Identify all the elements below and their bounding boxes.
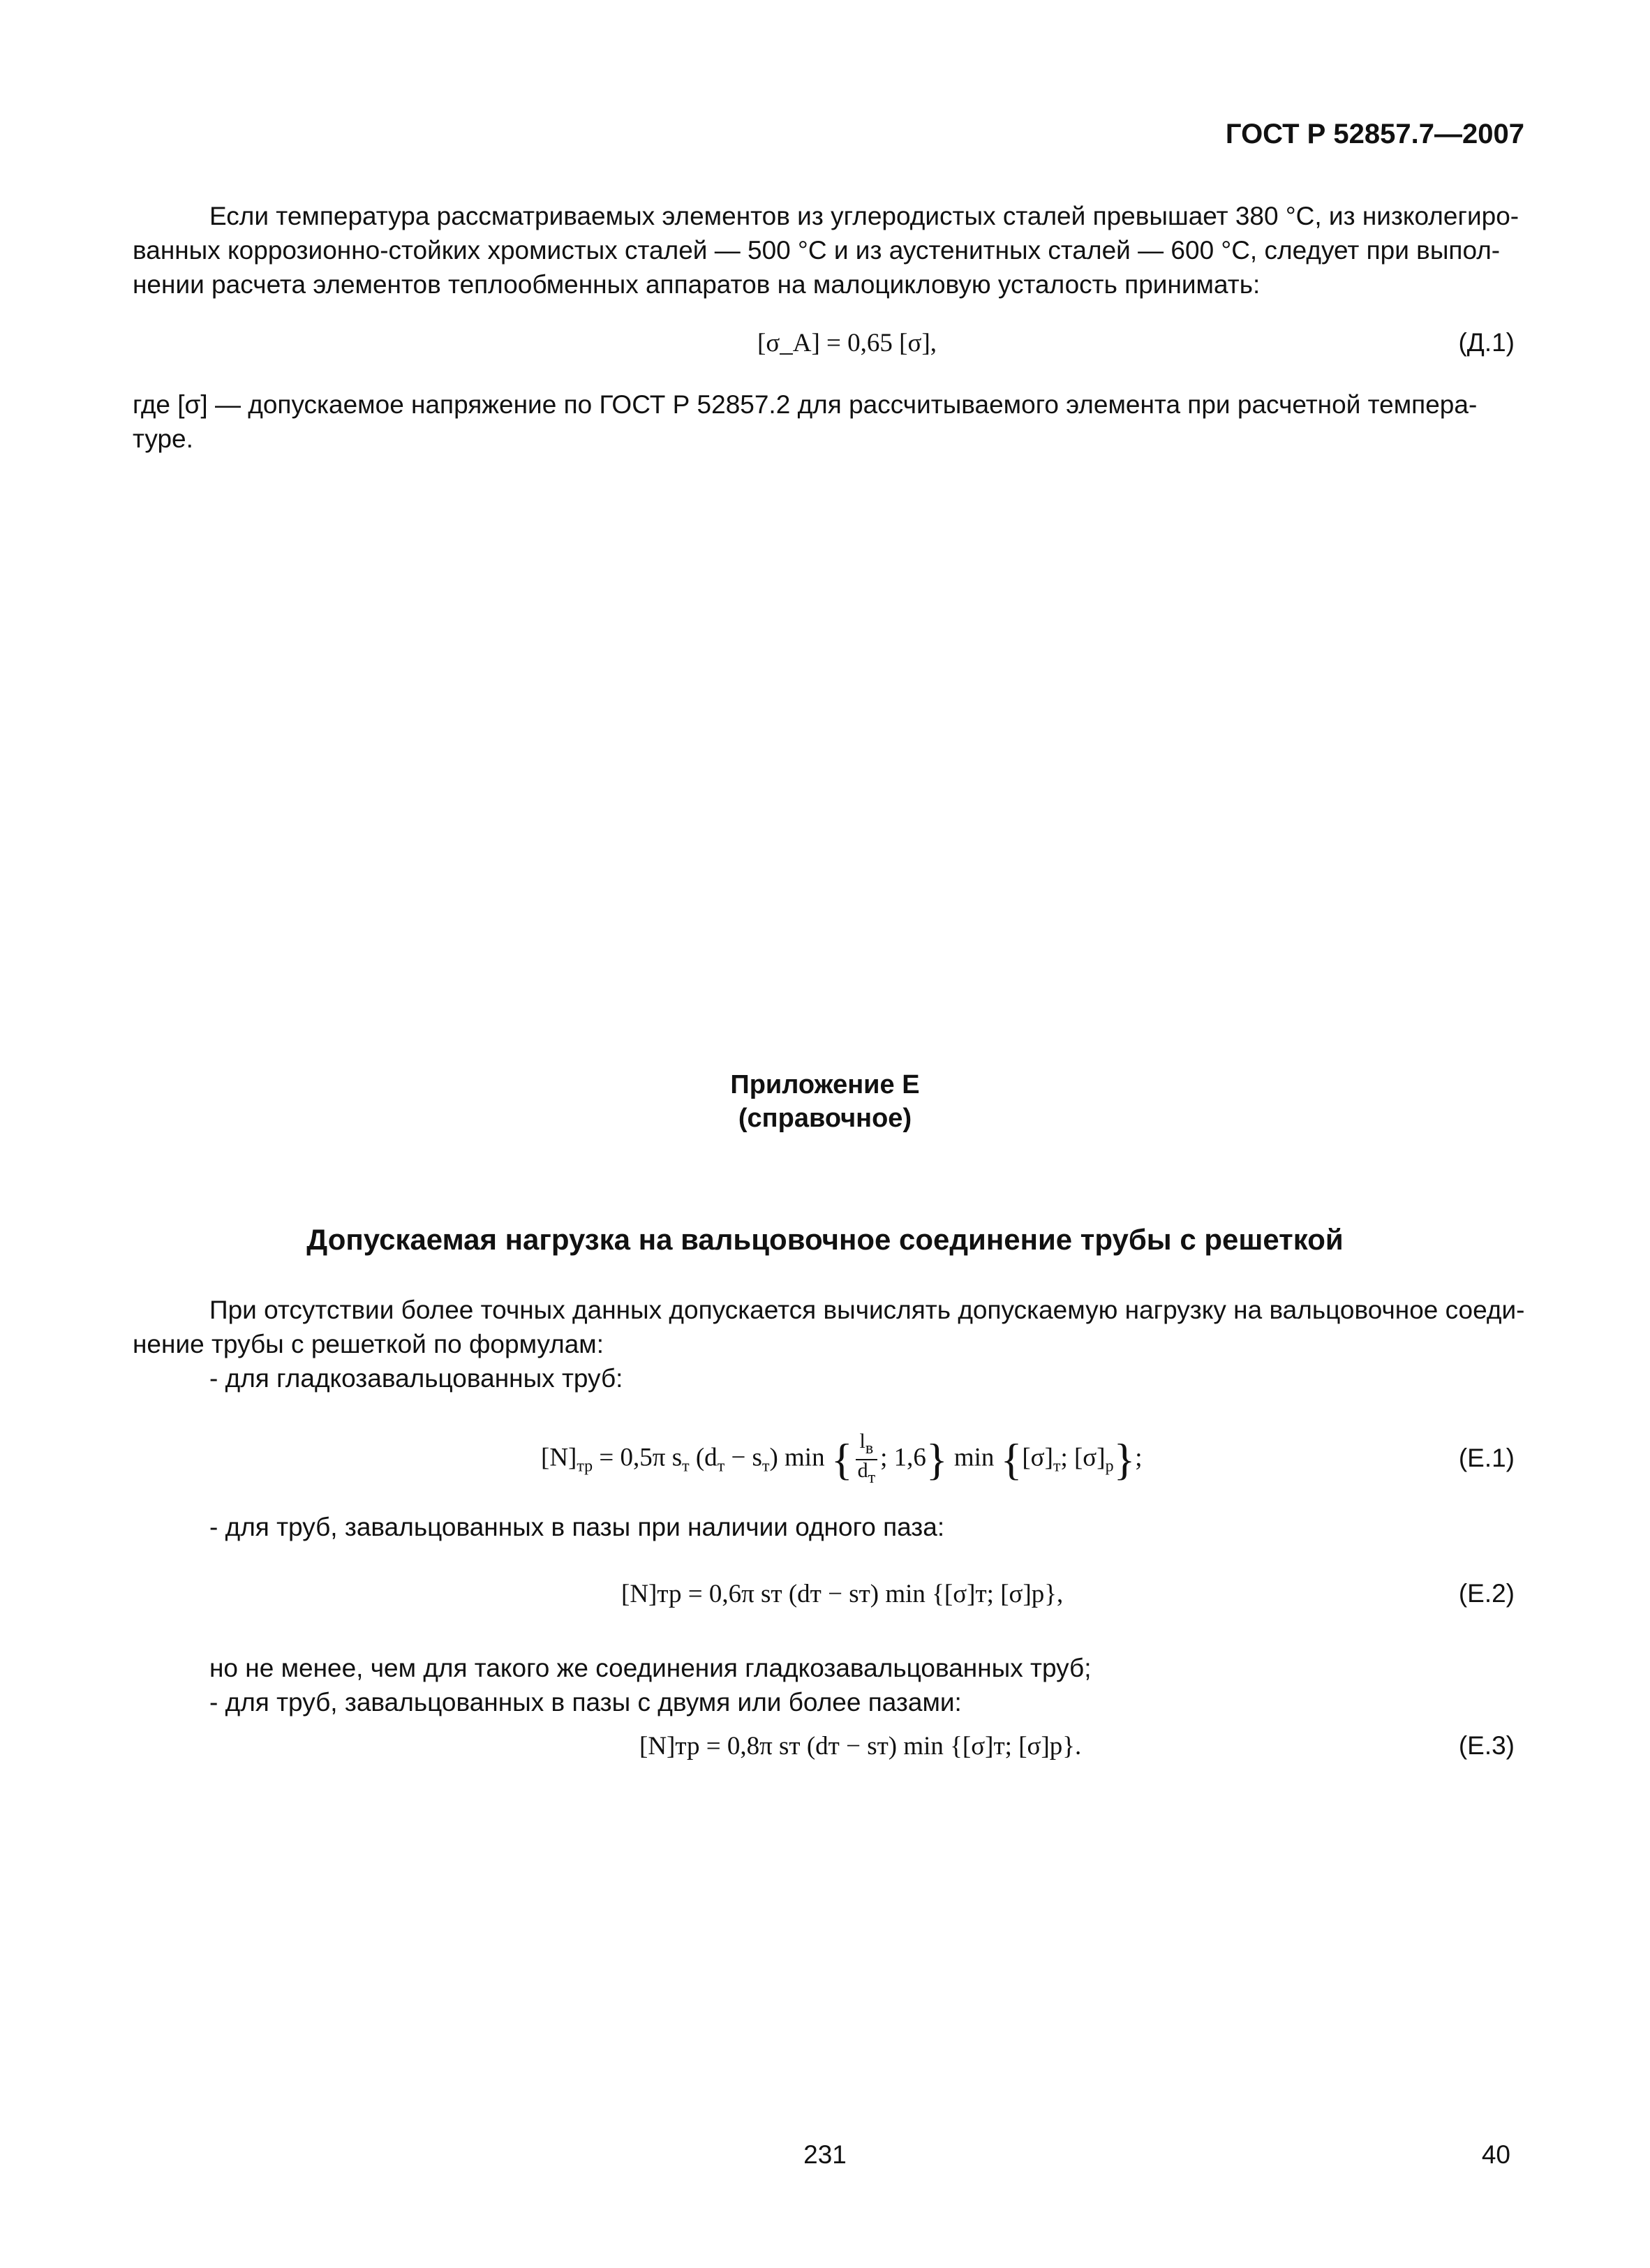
formula-e3-number: (Е.3): [1458, 1731, 1515, 1760]
label-e2-line: - для труб, завальцованных в пазы при наличии одного паза:: [209, 1513, 945, 1541]
appendix-title: Приложение Е: [730, 1070, 920, 1099]
e1-brace2-open: {: [1000, 1435, 1023, 1484]
formula-e1: [133, 1424, 1515, 1494]
formula-e1-number: (Е.1): [1458, 1444, 1515, 1472]
e1-paren-rest: − s: [724, 1443, 762, 1472]
between-line: - для труб, завальцованных в пазы с двумя или более пазами:: [209, 1688, 962, 1717]
e1-paren-close: ) min: [769, 1443, 825, 1472]
e1-sig-t-sub: т: [1053, 1457, 1061, 1476]
e1-sig-p: ; [σ]: [1060, 1443, 1106, 1472]
e1-brace-open: {: [831, 1435, 853, 1484]
e1-s-sub: т: [682, 1457, 690, 1476]
page-number-center: 231: [803, 2140, 847, 2169]
e1-lhs-sub: тр: [577, 1457, 593, 1476]
e1-middle: = 0,5π s: [593, 1443, 683, 1472]
e1-brace2-close: }: [1113, 1435, 1136, 1484]
e1-frac-tail: ; 1,6: [880, 1443, 926, 1472]
e1-lhs: [N]: [541, 1443, 577, 1472]
intro-line: ванных коррозионно-стойких хромистых сталей — 500 °С и из аустенитных сталей — 600 °С, следует при выпол-: [133, 236, 1501, 265]
where-line: где [σ] — допускаемое напряжение по ГОСТ Р 52857.2 для рассчитываемого элемента при расчетной темпера-: [133, 390, 1478, 419]
formula-d1: [133, 328, 1515, 370]
e1-tail: ;: [1135, 1443, 1143, 1472]
e1-frac-bot: d: [857, 1459, 868, 1482]
e1-frac-bot-sub: т: [868, 1469, 876, 1487]
formula-e3: [133, 1731, 1515, 1773]
section-title: Допускаемая нагрузка на вальцовочное соединение трубы с решеткой: [306, 1223, 1344, 1256]
page-number-right: 40: [1481, 2140, 1510, 2169]
appendix-subtitle: (справочное): [738, 1104, 912, 1133]
intro-line: Если температура рассматриваемых элементов из углеродистых сталей превышает 380 °С, из низколегиро-: [209, 202, 1519, 230]
formula-e2: [133, 1579, 1515, 1621]
appendix-heading: [0, 1068, 1650, 1135]
where-line: туре.: [133, 424, 193, 453]
section-line: - для гладкозавальцованных труб:: [209, 1364, 623, 1393]
section-line: нение трубы с решеткой по формулам:: [133, 1330, 604, 1358]
intro-paragraph: [133, 199, 1519, 302]
where-paragraph: [133, 387, 1515, 456]
between-paragraph: [133, 1651, 1515, 1719]
formula-e2-expression: [N]тр = 0,6π sт (dт − sт) min {[σ]т; [σ]р},: [621, 1580, 1064, 1608]
e1-fraction: [856, 1431, 878, 1488]
e1-paren-sub: т: [761, 1457, 770, 1476]
formula-e2-number: (Е.2): [1458, 1579, 1515, 1608]
e1-min2: min: [947, 1443, 995, 1472]
section-paragraph: [133, 1293, 1525, 1395]
e1-brace-close: }: [926, 1435, 948, 1484]
e1-paren: (d: [689, 1443, 718, 1472]
e1-frac-top-sub: в: [865, 1439, 874, 1458]
label-e2: [133, 1510, 1515, 1544]
formula-d1-number: (Д.1): [1458, 328, 1515, 357]
formula-e1-expression: [541, 1431, 1143, 1488]
e1-d-sub: т: [717, 1457, 725, 1476]
standard-code-header: ГОСТ Р 52857.7—2007: [1225, 119, 1524, 149]
section-line: При отсутствии более точных данных допускается вычислять допускаемую нагрузку на вальцовочное соеди-: [209, 1296, 1525, 1324]
formula-e3-expression: [N]тр = 0,8π sт (dт − sт) min {[σ]т; [σ]р}.: [639, 1732, 1082, 1761]
e1-frac-top: l: [859, 1430, 865, 1453]
intro-line: нении расчета элементов теплообменных аппаратов на малоцикловую усталость принимать:: [133, 270, 1261, 299]
e1-sig-t: [σ]: [1022, 1443, 1053, 1472]
formula-d1-expression: [σ_A] = 0,65 [σ],: [757, 329, 937, 357]
between-line: но не менее, чем для такого же соединения гладкозавальцованных труб;: [209, 1654, 1092, 1682]
e1-sig-p-sub: р: [1105, 1457, 1114, 1476]
